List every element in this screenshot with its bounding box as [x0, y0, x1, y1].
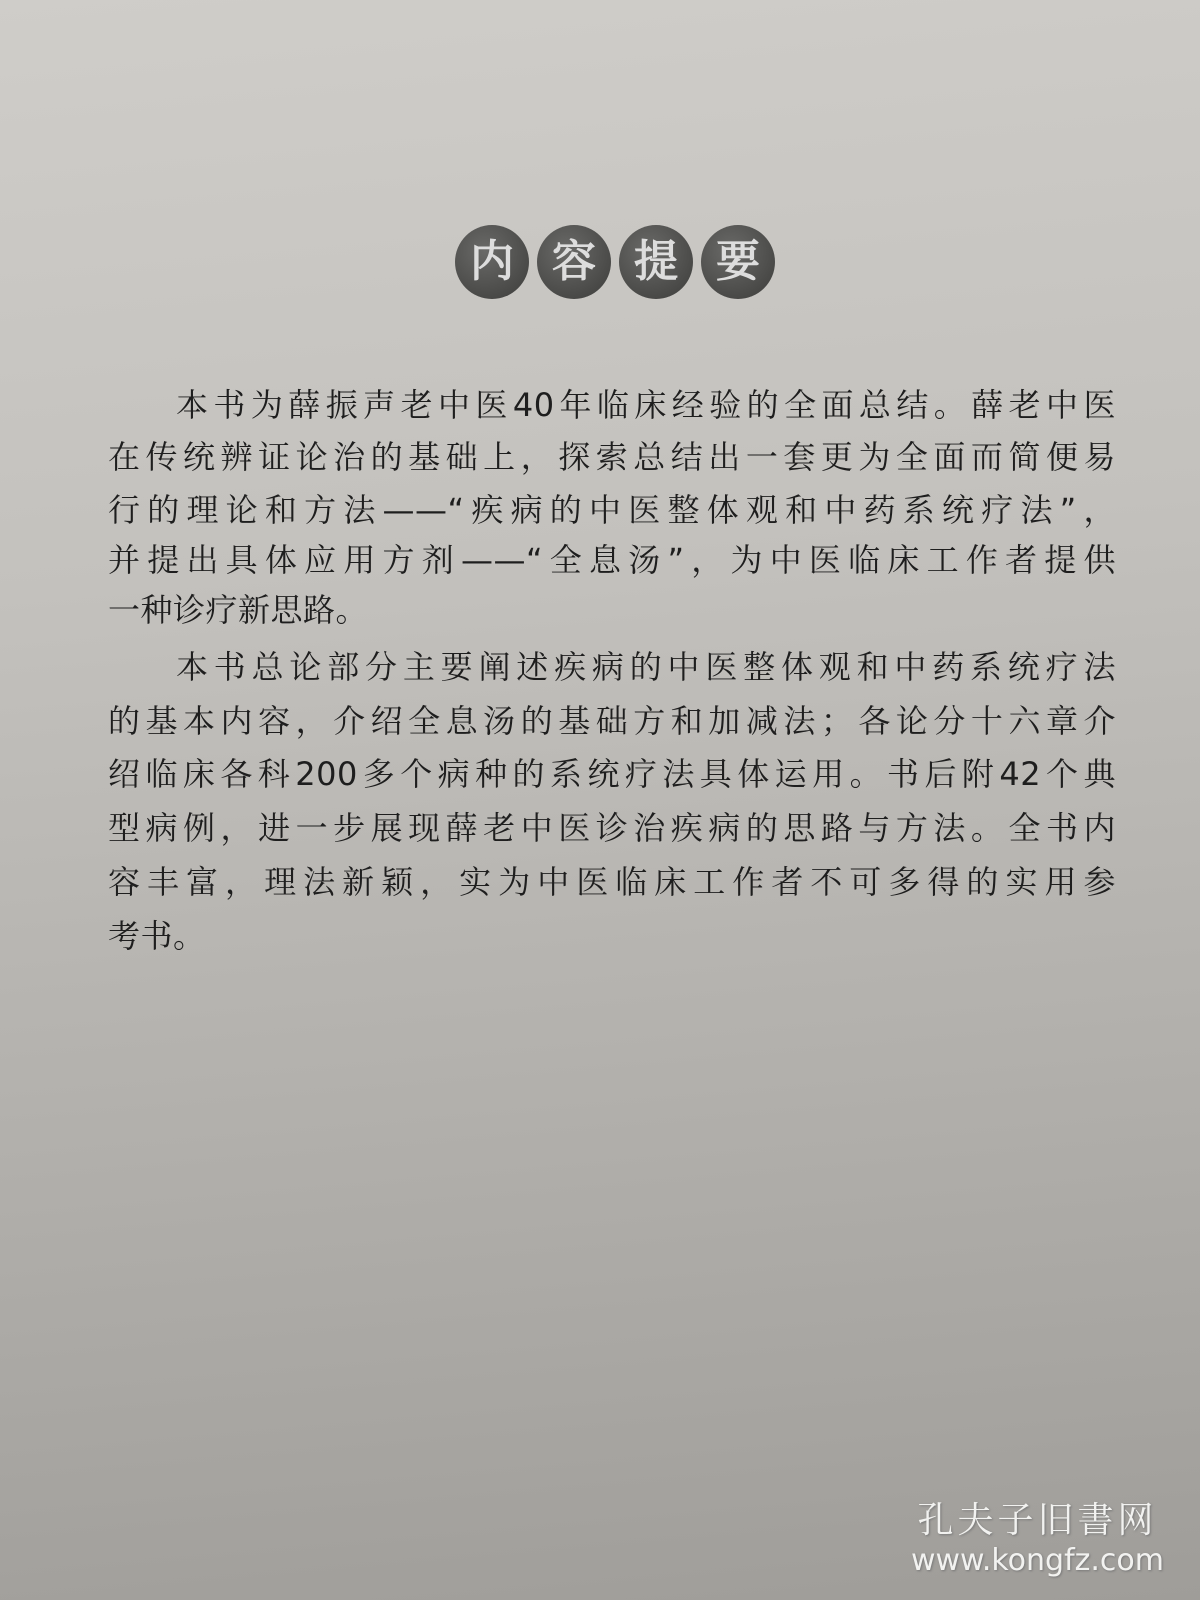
text-line: 并提出具体应用方剂——“全息汤”，为中医临床工作者提供	[108, 541, 1116, 579]
text-line: 本书总论部分主要阐述疾病的中医整体观和中药系统疗法	[176, 648, 1116, 686]
text-line: 一种诊疗新思路。	[108, 591, 369, 629]
page-title	[455, 225, 775, 299]
watermark-url: www.kongfz.com	[910, 1543, 1164, 1578]
text-line: 绍临床各科200多个病种的系统疗法具体运用。书后附42个典	[108, 755, 1116, 793]
title-char: 要	[701, 225, 775, 299]
title-char: 提	[619, 225, 693, 299]
text-line: 考书。	[108, 917, 206, 955]
text-line: 容丰富，理法新颖，实为中医临床工作者不可多得的实用参	[108, 863, 1116, 901]
text-line: 的基本内容，介绍全息汤的基础方和加减法；各论分十六章介	[108, 702, 1116, 740]
text-line: 型病例，进一步展现薛老中医诊治疾病的思路与方法。全书内	[108, 809, 1116, 847]
text-line: 本书为薛振声老中医40年临床经验的全面总结。薛老中医	[176, 386, 1116, 424]
text-line: 在传统辨证论治的基础上，探索总结出一套更为全面而简便易	[108, 438, 1116, 476]
title-char: 内	[455, 225, 529, 299]
text-line: 行的理论和方法——“疾病的中医整体观和中药系统疗法”，	[108, 491, 1116, 529]
title-char: 容	[537, 225, 611, 299]
watermark	[911, 1492, 1164, 1578]
watermark-name: 孔夫子旧書网	[917, 1500, 1158, 1541]
